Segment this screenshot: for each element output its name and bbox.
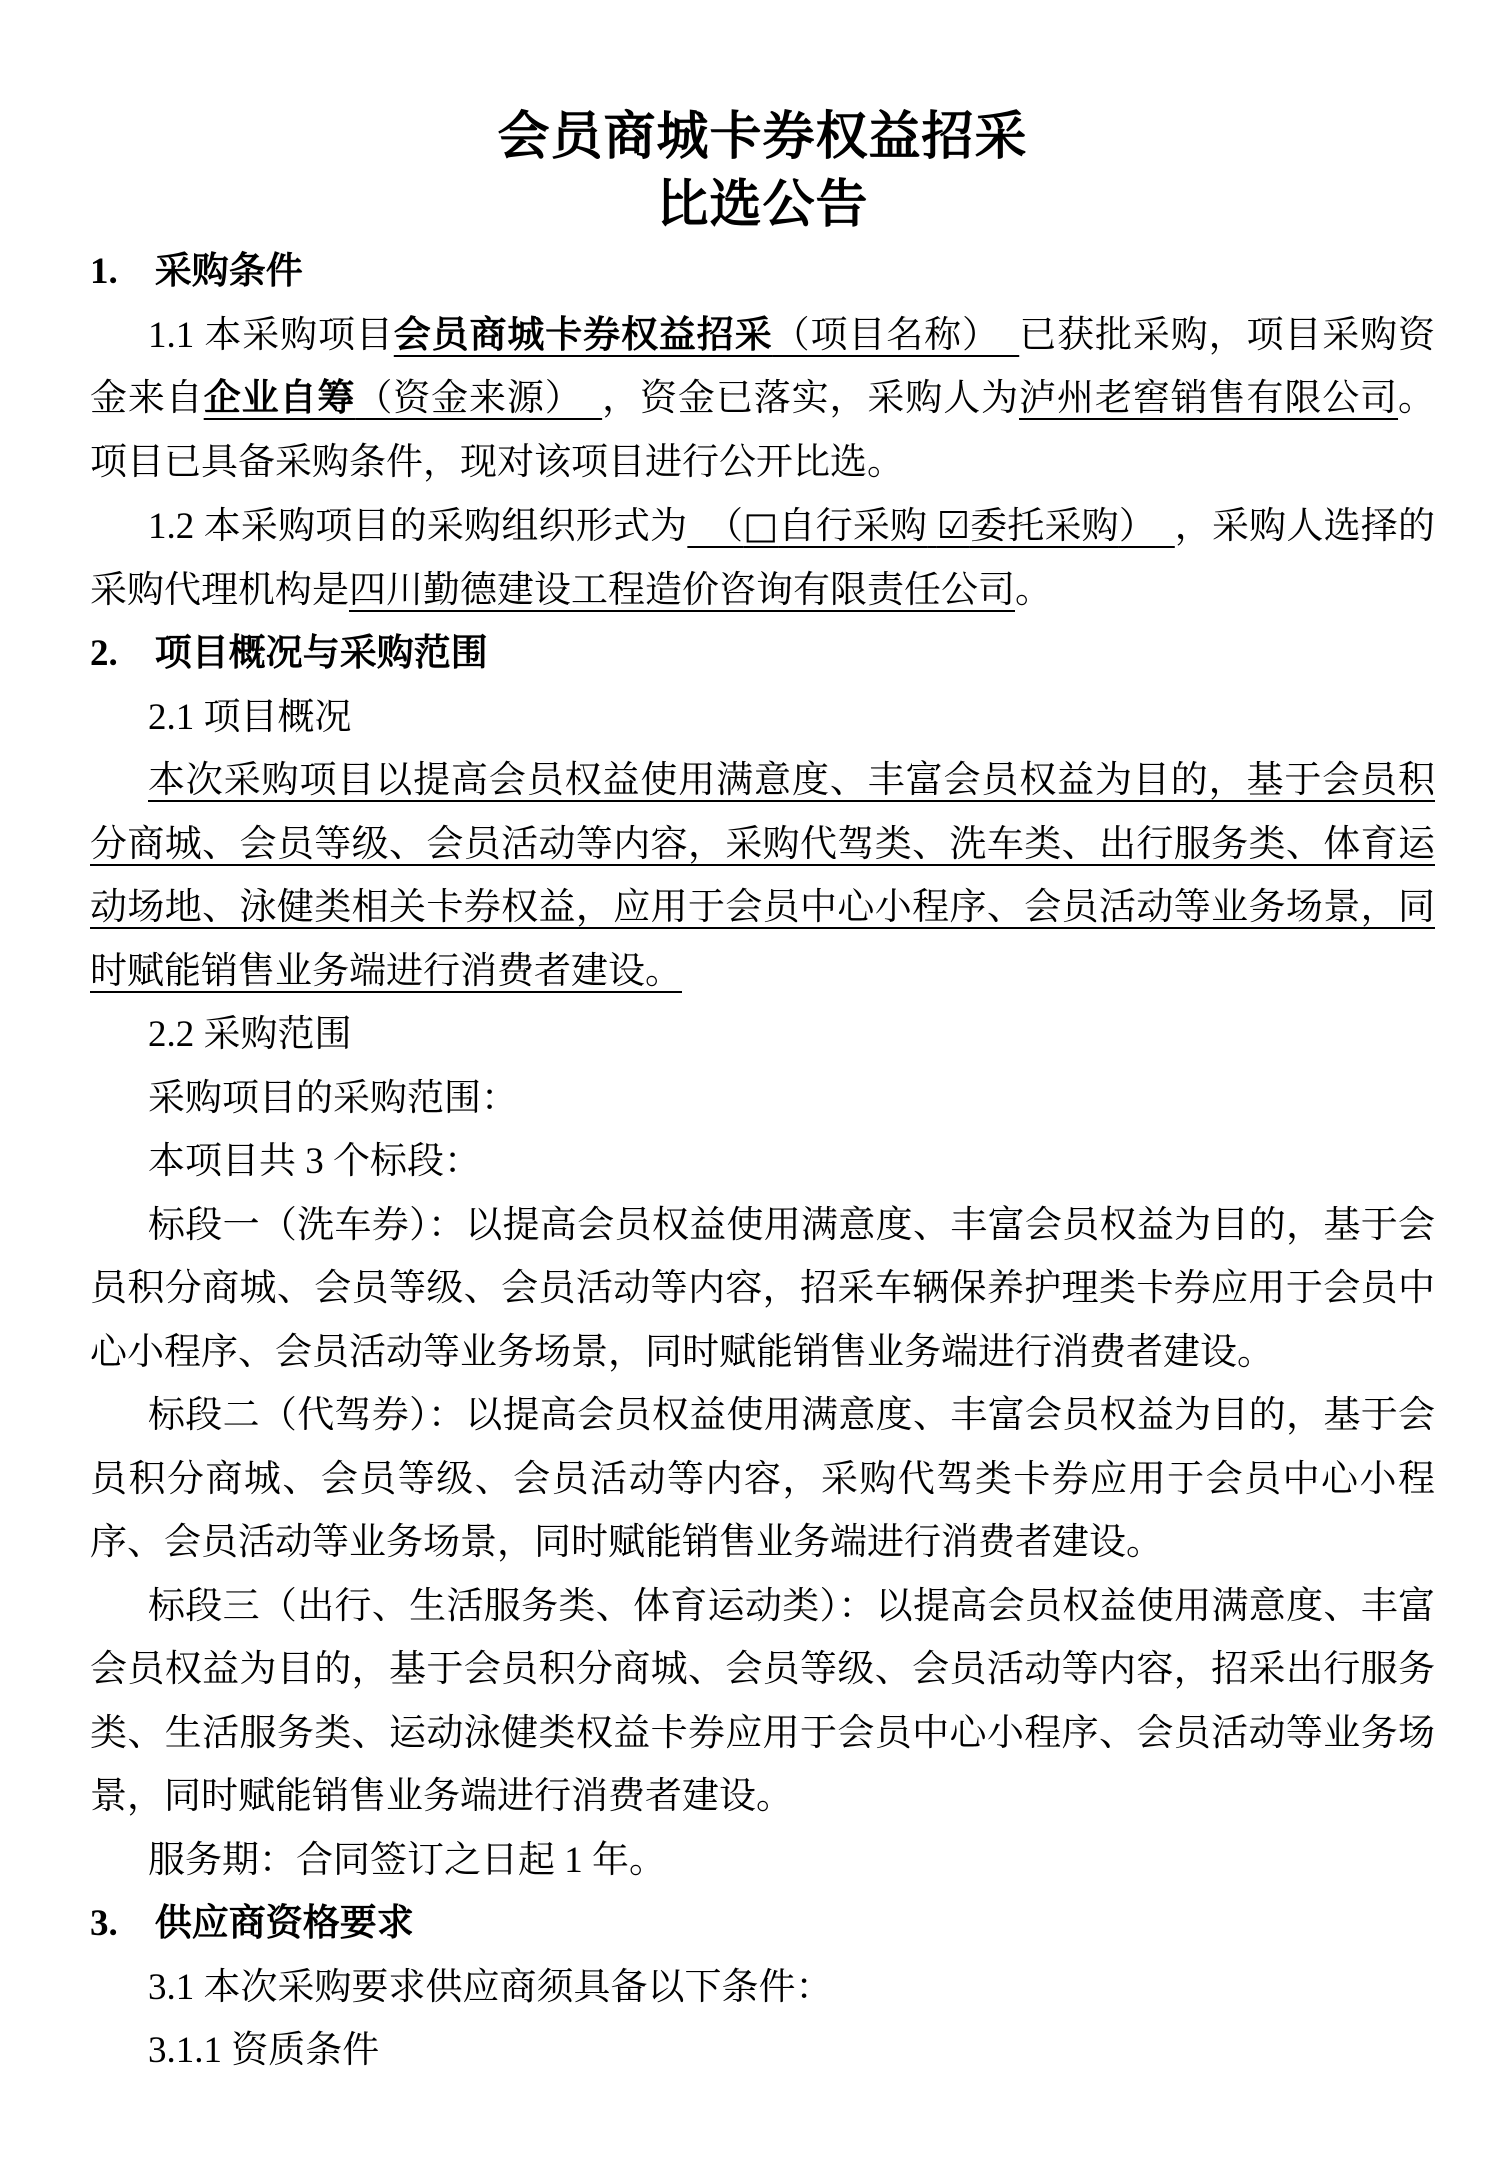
section-2-heading: 2. 项目概况与采购范围 [90,633,488,674]
org-form-ending: 。 [1015,569,1052,611]
text-run: 。项目已具备采购条件，现对该项目进行公开比选。 [90,378,1436,483]
project-name-value: 会员商城卡券权益招采 [393,314,773,356]
sub-2-1-heading: 2.1 项目概况 [148,696,352,738]
funding-source-value: 企业自筹 [203,378,356,419]
para-scope-intro: 采购项目的采购范围： [148,1077,518,1119]
purchaser-name-value: 泸州老窖销售有限公司 [1019,378,1399,419]
org-form-blank-field [687,506,1174,547]
title-line-2: 比选公告 [656,177,869,234]
sub-3-1-1-heading: 3.1.1 资质条件 [148,2030,380,2071]
para-lot-3: 标段三（出行、生活服务类、体育运动类）：以提高会员权益使用满意度、丰富会员权益为目的，基于会员积分商城、会员等级、会员活动等内容，招采出行服务类、生活服务类、运动泳健类权益卡券应用于会员中心小程序、会员活动等业务场景，同时赋能销售业务端进行消费者建设。 [90,1585,1435,1817]
document-body [90,240,1435,2083]
para-lots-count: 本项目共 3 个标段： [148,1141,481,1182]
section-1-heading: 1. 采购条件 [90,251,303,292]
checkbox-gap [927,506,936,547]
section-3-heading: 3. 供应商资格要求 [90,1903,414,1944]
title-line-1: 会员商城卡券权益招采 [497,109,1028,166]
document-title [90,104,1435,240]
checkbox-checked-icon: ☑ [936,504,970,547]
para-service-period: 服务期：合同签订之日起 1 年。 [148,1839,666,1881]
sub-3-1-heading: 3.1 本次采购要求供应商须具备以下条件： [148,1966,833,2008]
checkbox-unchecked-icon: □ [743,504,779,547]
org-form-middle: ，采购人选择的采购代理机构是 [90,506,1435,611]
open-paren: （ [687,506,744,547]
text-run: ，资金已落实，采购人为 [602,378,1020,419]
project-overview-text: 本次采购项目以提高会员权益使用满意度、丰富会员权益为目的，基于会员积分商城、会员等级、会员活动等内容，采购代驾类、洗车类、出行服务类、体育运动场地、泳健类相关卡券权益，应用于会员中心小程序、会员活动等业务场景，同时赋能销售业务端进行消费者建设。 [90,760,1435,992]
agency-name-value: 四川勤德建设工程造价咨询有限责任公司 [349,569,1015,611]
para-lot-1: 标段一（洗车券）：以提高会员权益使用满意度、丰富会员权益为目的，基于会员积分商城、会员等级、会员活动等内容，招采车辆保养护理类卡券应用于会员中心小程序、会员活动等业务场景，同时赋能销售业务端进行消费者建设。 [90,1204,1435,1373]
org-form-lead: 1.2 本采购项目的采购组织形式为 [148,506,688,547]
para-1-1-lead: 1.1 本采购项目 [148,314,394,356]
para-lot-2: 标段二（代驾券）：以提高会员权益使用满意度、丰富会员权益为目的，基于会员积分商城、会员等级、会员活动等内容，采购代驾类卡券应用于会员中心小程序、会员活动等业务场景，同时赋能销售业务端进行消费者建设。 [90,1395,1435,1563]
sub-2-2-heading: 2.2 采购范围 [148,1014,352,1055]
entrusted-procurement-label: 委托采购 [969,506,1119,547]
project-name-hint: （项目名称） [772,314,1020,356]
para-1-2 [90,494,1435,622]
para-1-1 [90,304,1435,495]
close-paren: ） [1118,506,1175,547]
para-project-overview [90,749,1435,1003]
text-run: 已获批采购，项目采购资金来自 [90,314,1436,419]
self-procurement-label: 自行采购 [778,506,928,547]
funding-source-hint: （资金来源） [355,378,603,419]
